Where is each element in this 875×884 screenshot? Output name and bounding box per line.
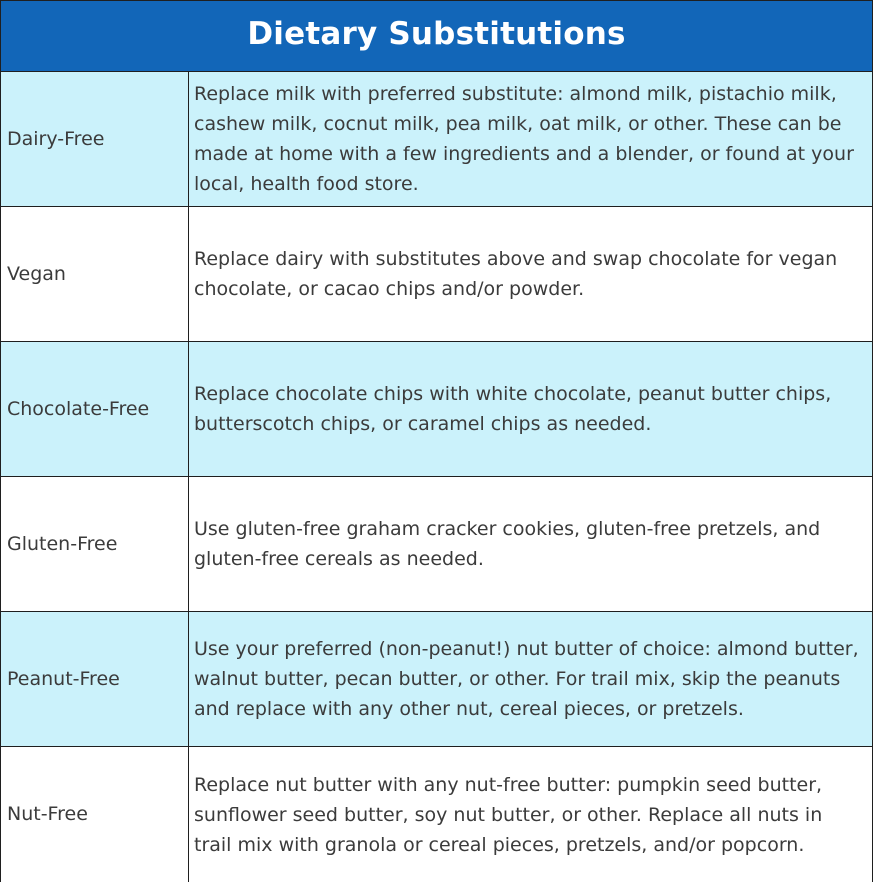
row-label: Gluten-Free bbox=[1, 477, 189, 611]
row-description: Use gluten-free graham cracker cookies, gluten-free pretzels, and gluten-free cereals as needed. bbox=[194, 518, 821, 570]
table-title: Dietary Substitutions bbox=[247, 16, 626, 52]
row-label: Vegan bbox=[1, 207, 189, 341]
row-description-cell bbox=[189, 612, 872, 746]
row-description: Replace nut butter with any nut-free butter: pumpkin seed butter, sunflower seed butter, soy nut butter, or other. Replace all nuts in trail mix with granola or cereal pieces, pretzels, and/or popcorn. bbox=[194, 773, 823, 856]
table-body bbox=[1, 72, 872, 882]
table-row-dairy-free bbox=[1, 72, 872, 207]
row-description-cell bbox=[189, 342, 872, 476]
table-row-nut-free bbox=[1, 747, 872, 882]
row-label: Peanut-Free bbox=[1, 612, 189, 746]
row-label: Dairy-Free bbox=[1, 72, 189, 206]
row-description-cell bbox=[189, 477, 872, 611]
table-row-peanut-free bbox=[1, 612, 872, 747]
table-row-gluten-free bbox=[1, 477, 872, 612]
row-label: Chocolate-Free bbox=[1, 342, 189, 476]
row-description: Use your preferred (non-peanut!) nut butter of choice: almond butter, walnut butter, pecan butter, or other. For trail mix, skip the peanuts and replace with any other nut, cereal pieces, or pretzels. bbox=[194, 638, 859, 720]
row-description-cell bbox=[189, 747, 872, 882]
row-description: Replace milk with preferred substitute: almond milk, pistachio milk, cashew milk, cocnut milk, pea milk, oat milk, or other. These can be made at home with a few ingredients and a blender, or found at your local, health food store. bbox=[194, 83, 854, 195]
table-header bbox=[1, 1, 872, 72]
table-row-vegan bbox=[1, 207, 872, 342]
row-description-cell bbox=[189, 207, 872, 341]
row-description: Replace chocolate chips with white chocolate, peanut butter chips, butterscotch chips, or caramel chips as needed. bbox=[194, 383, 832, 435]
row-description: Replace dairy with substitutes above and swap chocolate for vegan chocolate, or cacao chips and/or powder. bbox=[194, 248, 838, 300]
table-row-chocolate-free bbox=[1, 342, 872, 477]
row-label: Nut-Free bbox=[1, 747, 189, 882]
row-description-cell bbox=[189, 72, 872, 206]
